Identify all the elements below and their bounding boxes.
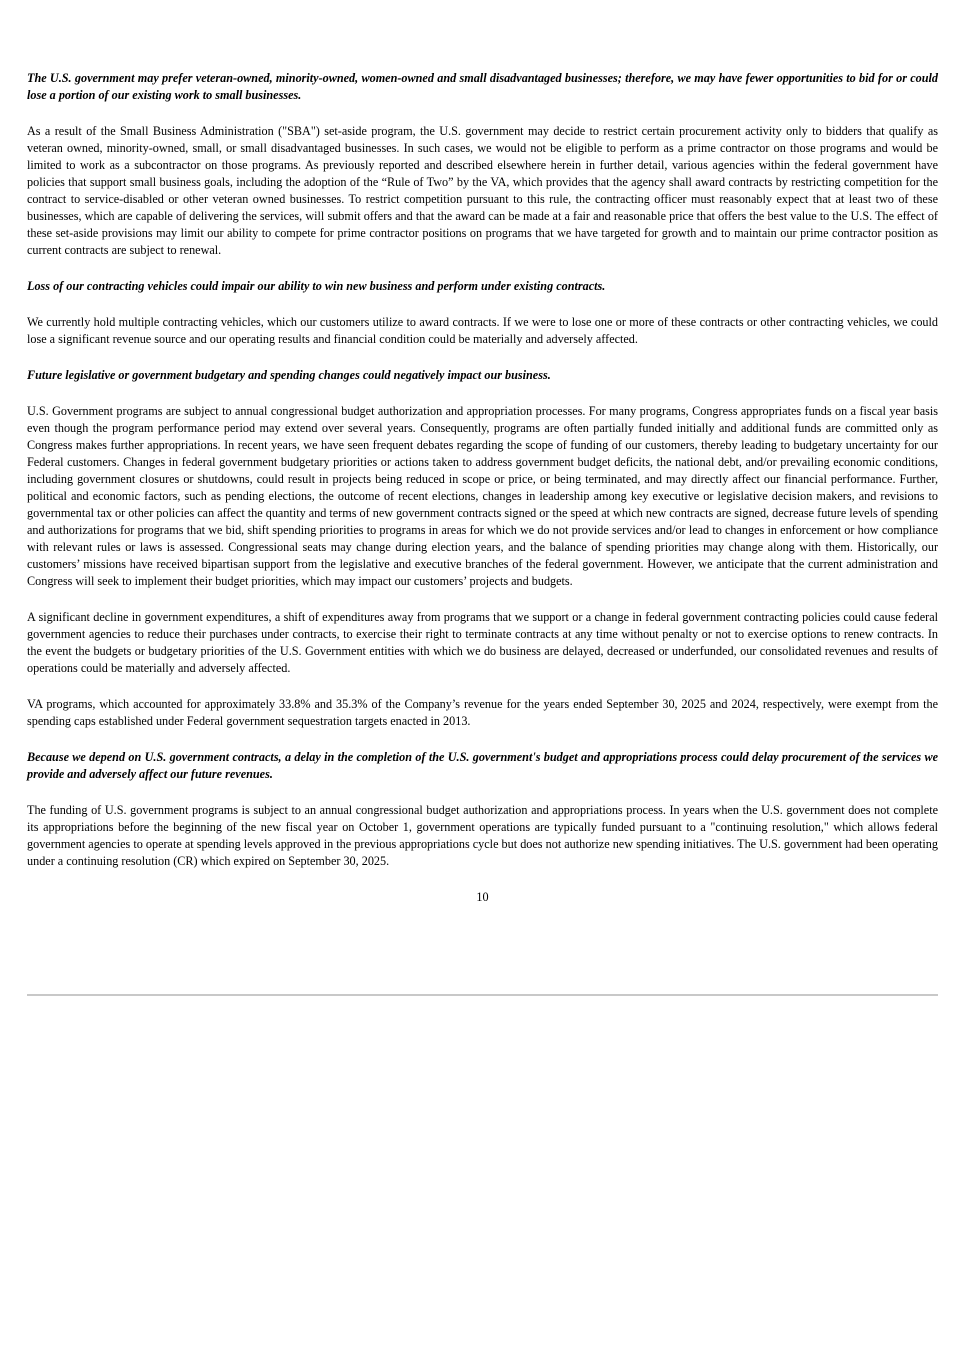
paragraph-continuing-resolution: The funding of U.S. government programs is subject to an annual congressional budget authorization and appropriations process. In years when the U.S. government does not complete its appropriations before the beginning of the new fiscal year on October 1, government operations are typically funded pursuant to a "continuing resolution," which allows federal government agencies to operate at spending levels approved in the previous appropriations cycle but does not authorize new spending initiatives. The U.S. government had been operating under a continuing resolution (CR) which expired on September 30, 2025. [27,803,938,868]
paragraph-appropriation-processes: U.S. Government programs are subject to annual congressional budget authorization and appropriation processes. For many programs, Congress appropriates funds on a fiscal year basis even though the program performance period may extend over several years. Consequently, programs are often partially funded initially and additional funds are committed only as Congress makes further appropriations. In recent years, we have seen frequent debates regarding the scope of funding of our customers, thereby leading to budgetary uncertainty for our Federal customers. Changes in federal government budgetary priorities or actions taken to address government budget deficits, the national debt, and/or prevailing economic conditions, including government closures or shutdowns, could result in projects being reduced in scope or price, or being terminated, and may directly affect our financial performance. Further, political and economic factors, such as pending elections, the outcome of recent elections, changes in leadership among key executive or legislative decision makers, and revisions to governmental tax or other policies can affect the quantity and terms of new government contracts signed or the speed at which new contracts are signed, decrease future levels of spending and authorizations for programs that we bid, shift spending priorities to programs in areas for which we do not provide services and/or lead to changes in enforcement or how compliance with relevant rules or laws is assessed. Congressional seats may change during election years, and the balance of spending priorities may change along with them. Historically, our customers’ missions have received bipartisan support from the legislative and executive branches of the federal government. However, we anticipate that the current administration and Congress will seek to implement their budget priorities, which may impact our customers’ projects and budgets. [27,404,938,588]
section-heading-budget-delay: Because we depend on U.S. government contracts, a delay in the completion of the U.S. government's budget and appropriations process could delay procurement of the services we provide and adversely affect our future revenues. [27,750,938,781]
page-number: 10 [476,890,489,904]
section-heading-contracting-vehicles: Loss of our contracting vehicles could impair our ability to win new business and perform under existing contracts. [27,279,606,293]
paragraph-expenditure-decline: A significant decline in government expenditures, a shift of expenditures away from programs that we support or a change in federal government contracting policies could cause federal government agencies to reduce their purchases under contracts, to exercise their right to terminate contracts at any time without penalty or not to exercise options to renew contracts. In the event the budgets or budgetary priorities of the U.S. Government entities with which we do business are delayed, decreased or underfunded, our consolidated revenues and results of operations could be materially and adversely affected. [27,610,938,675]
section-heading-budgetary-changes: Future legislative or government budgetary and spending changes could negatively impact our business. [27,368,551,382]
paragraph-contracting-vehicles: We currently hold multiple contracting vehicles, which our customers utilize to award contracts. If we were to lose one or more of these contracts or other contracting vehicles, we could lose a significant revenue source and our operating results and financial condition could be materially and adversely affected. [27,315,938,346]
paragraph-sba-set-aside: As a result of the Small Business Administration ("SBA") set-aside program, the U.S. government may decide to restrict certain procurement activity only to bidders that qualify as veteran owned, minority-owned, small, or small disadvantaged businesses. In such cases, we would not be eligible to perform as a prime contractor on those programs and would be limited to work as a subcontractor on those programs. As previously reported and described elsewhere herein in further detail, various agencies within the federal government have policies that support small business goals, including the adoption of the “Rule of Two” by the VA, which provides that the agency shall award contracts by restricting competition for the contract to service-disabled or other veteran owned businesses. To restrict competition pursuant to this rule, the contracting officer must reasonably expect that at least two of these businesses, which are capable of delivering the services, will submit offers and that the award can be made at a fair and reasonable price that offers the best value to the U.S. The effect of these set-aside provisions may limit our ability to compete for prime contractor positions on programs that we have targeted for growth and to maintain our prime contractor position as current contracts are subject to renewal. [27,124,938,257]
section-heading-small-business: The U.S. government may prefer veteran-owned, minority-owned, women-owned and small disadvantaged businesses; therefore, we may have fewer opportunities to bid for or could lose a portion of our existing work to small businesses. [27,71,938,102]
paragraph-va-programs: VA programs, which accounted for approximately 33.8% and 35.3% of the Company’s revenue for the years ended September 30, 2025 and 2024, respectively, were exempt from the spending caps established under Federal government sequestration targets enacted in 2013. [27,697,938,728]
page-divider [27,994,938,996]
document-page [27,70,938,906]
